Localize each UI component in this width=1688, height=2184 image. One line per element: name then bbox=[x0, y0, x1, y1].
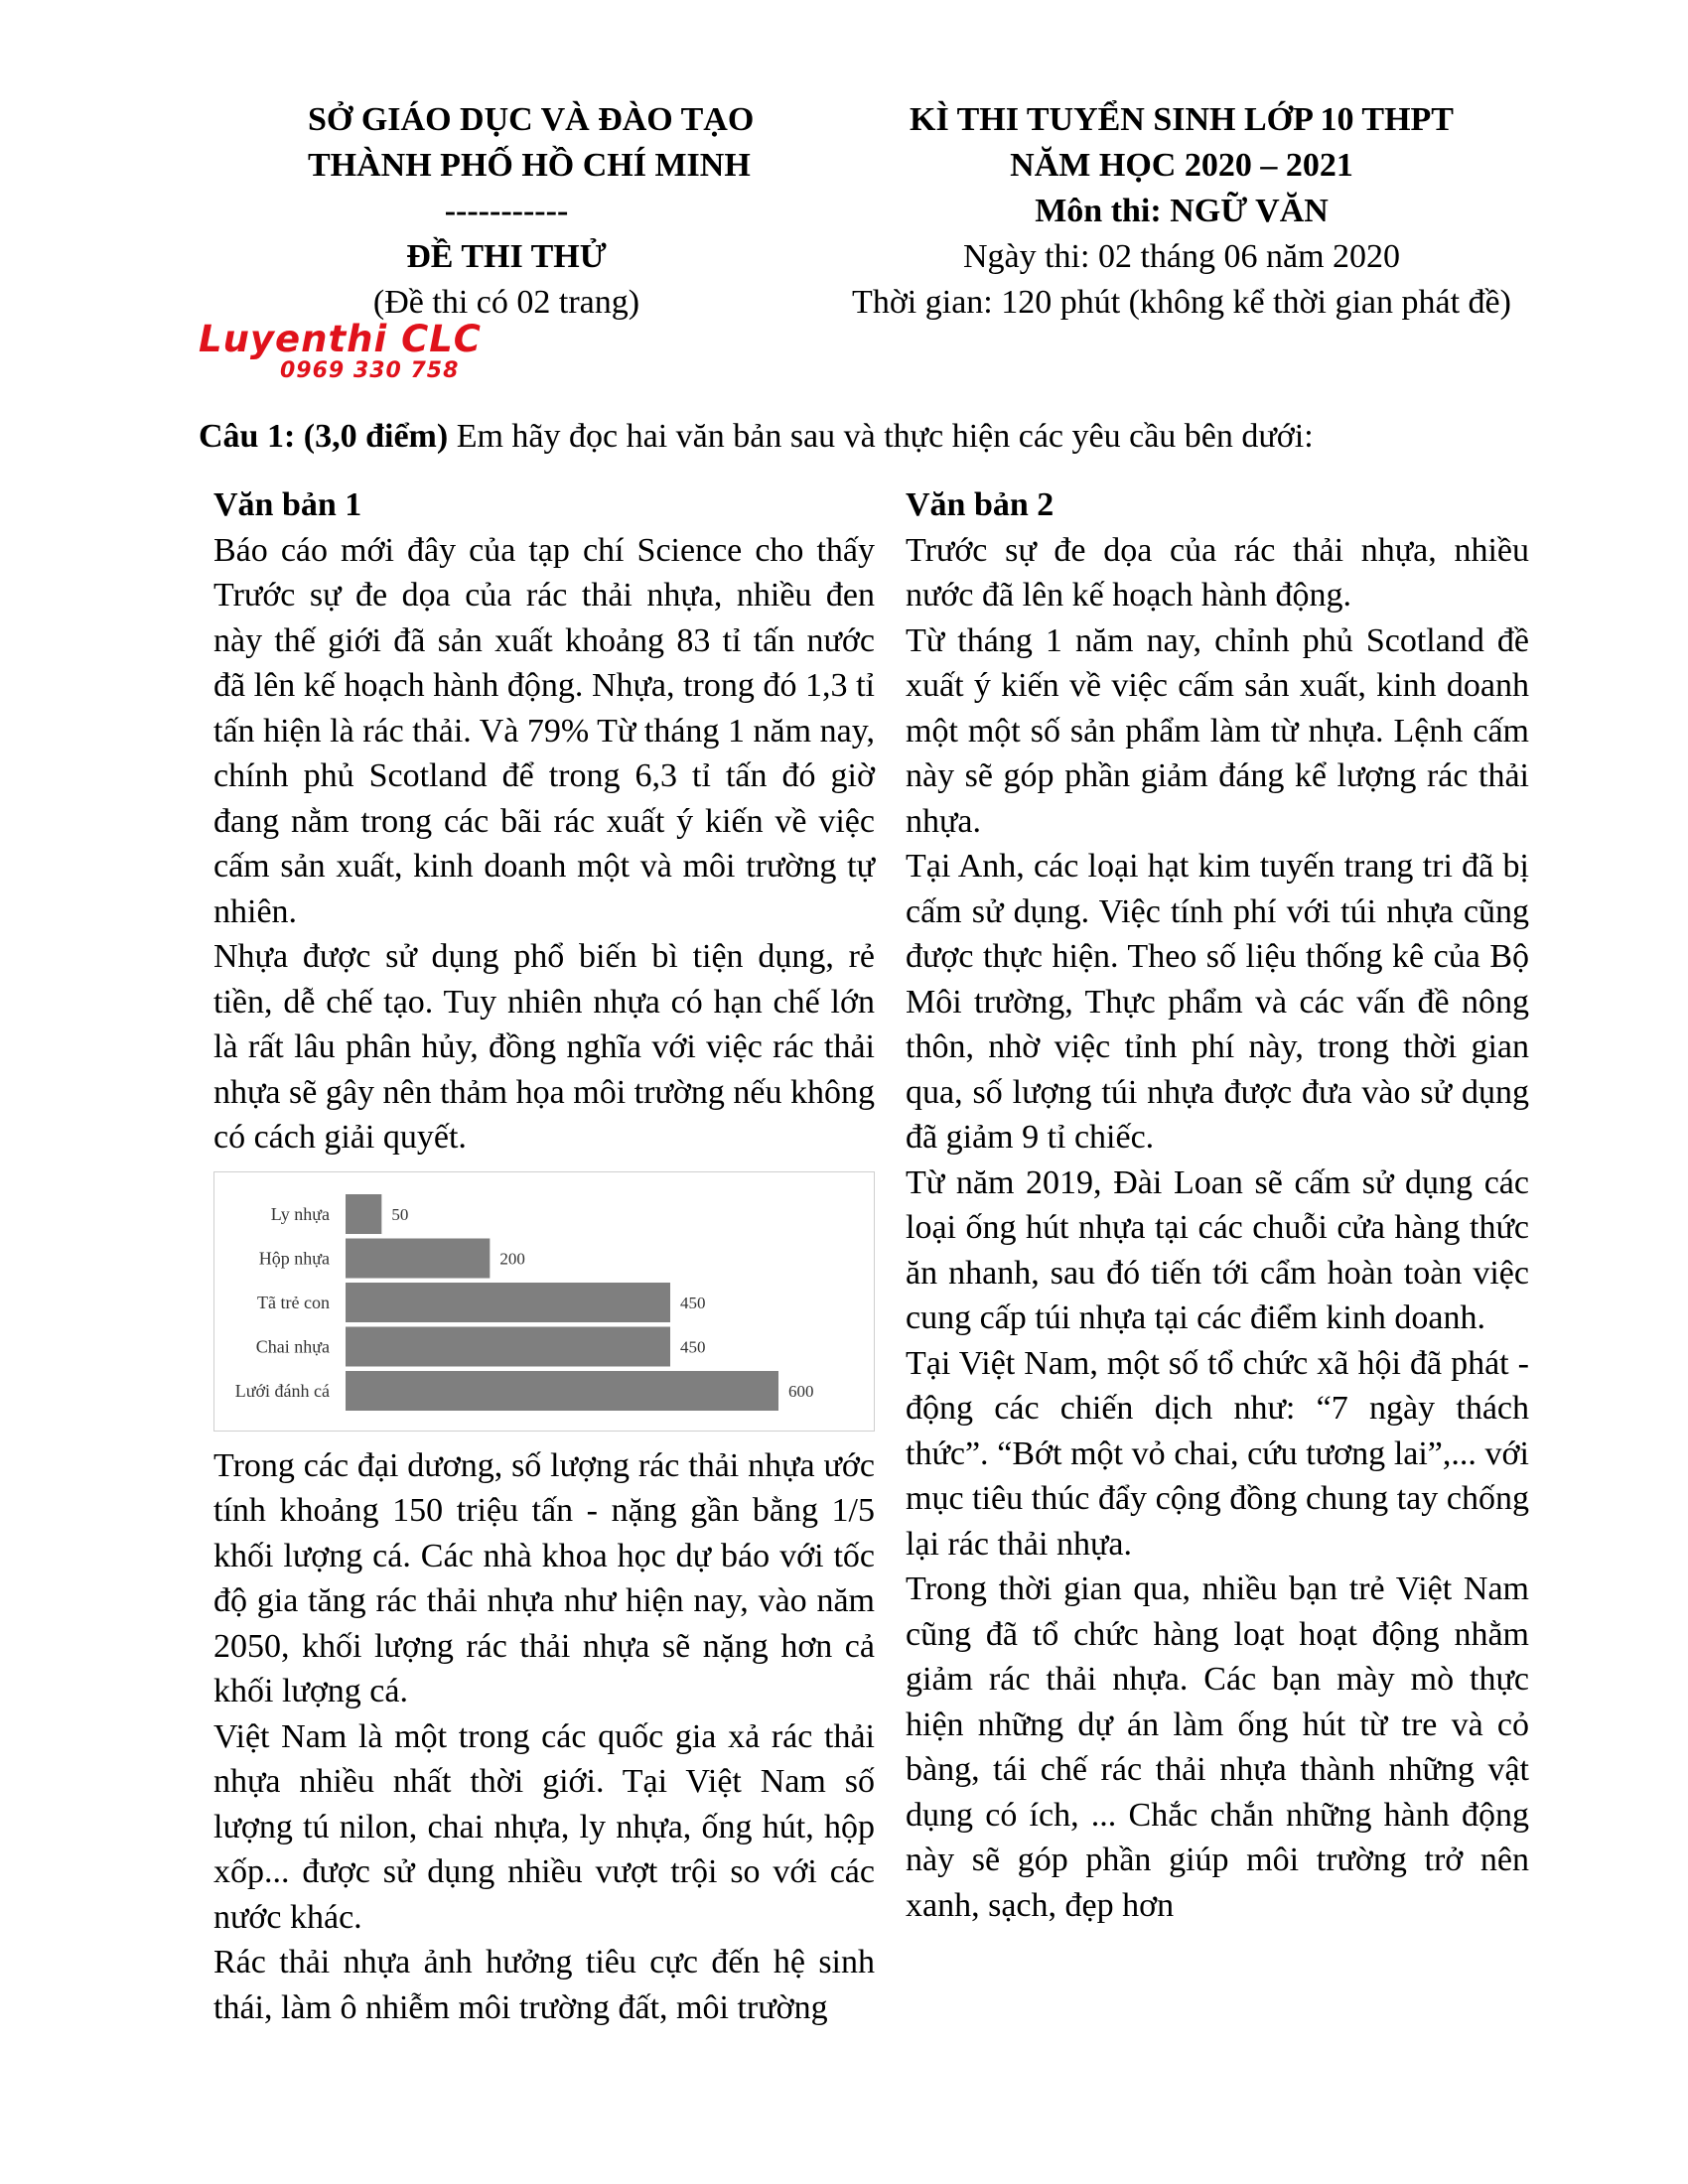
category-label: Ly nhựa bbox=[270, 1203, 330, 1224]
school-year: NĂM HỌC 2020 – 2021 bbox=[1010, 147, 1353, 184]
text-1-paragraph: Trong các đại dương, số lượng rác thải nhựa ước tính khoảng 150 triệu tấn - nặng gần bằng 1/5 khối lượng cá. Các nhà khoa học dự báo với tốc độ gia tăng rác thải nhựa như hiện nay, vào năm 2050, khối lượng rác thải nhựa sẽ nặng hơn cả khối lượng cá. bbox=[213, 1446, 875, 1709]
text-2-paragraph: Trước sự đe dọa của rác thải nhựa, nhiều nước đã lên kế hoạch hành động. bbox=[906, 531, 1529, 614]
exam-title: KÌ THI TUYỂN SINH LỚP 10 THPT bbox=[910, 101, 1454, 138]
bar-chart-svg bbox=[214, 1172, 873, 1430]
text-2-paragraph: Trong thời gian qua, nhiều bạn trẻ Việt Nam cũng đã tổ chức hàng loạt hoạt động nhằm giảm rác thải nhựa. Các bạn mày mò thực hiện những dự án làm ống hút từ tre và cỏ bàng, tái chế rác thải nhựa thành những vật dụng có ích, ... Chắc chắn những hành động này sẽ góp phần giúp môi trường trở nên xanh, sạch, đẹp hơn bbox=[906, 1570, 1529, 1924]
text-1-heading: Văn bản 1 bbox=[213, 486, 362, 523]
text-1-paragraph: Báo cáo mới đây của tạp chí Science cho thấy Trước sự đe dọa của rác thải nhựa, nhiều đen này thế giới đã sản xuất khoảng 83 tỉ tấn nước đã lên kế hoạch hành động. Nhựa, trong đó 1,3 tỉ tấn hiện là rác thải. Và 79% Từ tháng 1 năm nay, chính phủ Scotland để trong 6,3 tỉ tấn đó giờ đang nằm trong các bãi rác xuất ý kiến về việc cấm sản xuất, kinh doanh một và môi trường tự nhiên. bbox=[213, 531, 875, 930]
bar bbox=[346, 1371, 778, 1411]
bar bbox=[346, 1283, 670, 1322]
department-name: SỞ GIÁO DỤC VÀ ĐÀO TẠO bbox=[308, 101, 755, 138]
data-label: 450 bbox=[680, 1337, 706, 1356]
exam-subject bbox=[824, 189, 1539, 234]
data-label: 50 bbox=[391, 1204, 409, 1224]
data-label: 600 bbox=[788, 1381, 814, 1401]
text-1-column bbox=[213, 482, 875, 2030]
subject-name: NGỮ VĂN bbox=[1170, 193, 1329, 229]
watermark-logo bbox=[199, 320, 516, 383]
data-label: 200 bbox=[499, 1249, 525, 1268]
exam-type: ĐỀ THI THỬ bbox=[406, 238, 607, 275]
city-name: THÀNH PHỐ HỒ CHÍ MINH bbox=[308, 147, 751, 184]
category-label: Tã trẻ con bbox=[257, 1292, 330, 1312]
text-2-column bbox=[906, 482, 1529, 1928]
text-2-heading: Văn bản 2 bbox=[906, 486, 1055, 523]
question-1 bbox=[199, 415, 1314, 459]
text-1-paragraph: Rác thải nhựa ảnh hưởng tiêu cực đến hệ sinh thái, làm ô nhiễm môi trường đất, môi trường bbox=[213, 1944, 875, 2026]
text-2-paragraph: Từ năm 2019, Đài Loan sẽ cấm sử dụng các loại ống hút nhựa tại các chuỗi cửa hàng thức ăn nhanh, sau đó tiến tới cẩm hoàn toàn việc cung cấp túi nhựa tại các điểm kinh doanh. bbox=[906, 1163, 1529, 1336]
page-count-note: (Đề thi có 02 trang) bbox=[372, 284, 640, 321]
plastic-waste-chart bbox=[213, 1171, 875, 1432]
text-2-paragraph: Tại Anh, các loại hạt kim tuyến trang tri đã bị cấm sử dụng. Việc tính phí với túi nhựa cũng được thực hiện. Theo số liệu thống kê của Bộ Môi trường, Thực phẩm và các vấn đề nông thôn, nhờ việc tỉnh phí này, trong thời gian qua, số lượng túi nhựa được đưa vào sử dụng đã giảm 9 tỉ chiếc. bbox=[906, 848, 1529, 1156]
question-label: Câu 1: (3,0 điểm) bbox=[199, 418, 449, 455]
bar bbox=[346, 1238, 490, 1278]
category-label: Lưới đánh cá bbox=[234, 1380, 330, 1401]
watermark-phone: 0969 330 758 bbox=[280, 358, 460, 383]
text-2-paragraph: Từ tháng 1 năm nay, chỉnh phủ Scotland đề xuất ý kiến về việc cấm sản xuất, kinh doanh một một số sản phẩm làm từ nhựa. Lệnh cấm này sẽ góp phần giảm đáng kể lượng rác thải nhựa. bbox=[906, 621, 1529, 840]
category-label: Hộp nhựa bbox=[258, 1248, 330, 1268]
exam-duration: Thời gian: 120 phút (không kể thời gian phát đề) bbox=[852, 284, 1511, 321]
watermark-name: Luyenthi CLC bbox=[199, 318, 482, 360]
text-1-paragraph: Việt Nam là một trong các quốc gia xả rác thải nhựa nhiều nhất thời giới. Tại Việt Nam số lượng tú nilon, chai nhựa, ly nhựa, ống hút, hộp xốp... được sử dụng nhiều vượt trội so với các nước khác. bbox=[213, 1717, 875, 1936]
text-1-paragraph: Nhựa được sử dụng phổ biến bì tiện dụng, rẻ tiền, dễ chế tạo. Tuy nhiên nhựa có hạn chế lớn là rất lâu phân hủy, đồng nghĩa với việc rác thải nhựa sẽ gây nên thảm họa môi trường nếu không có cách giải quyết. bbox=[213, 938, 875, 1156]
header-divider: ----------- bbox=[444, 193, 569, 229]
header-right bbox=[824, 97, 1539, 326]
subject-label: Môn thi: bbox=[1035, 193, 1171, 229]
bar bbox=[346, 1194, 381, 1234]
header-left bbox=[308, 97, 755, 326]
data-label: 450 bbox=[680, 1293, 706, 1312]
text-2-paragraph: Tại Việt Nam, một số tổ chức xã hội đã phát - động các chiến dịch như: “7 ngày thách thức”. “Bớt một vỏ chai, cứu tương lai”,... với mục tiêu thúc đẩy cộng đồng chung tay chống lại rác thải nhựa. bbox=[906, 1344, 1529, 1563]
question-text: Em hãy đọc hai văn bản sau và thực hiện các yêu cầu bên dưới: bbox=[448, 418, 1314, 455]
exam-date: Ngày thi: 02 tháng 06 năm 2020 bbox=[962, 238, 1401, 275]
category-label: Chai nhựa bbox=[255, 1336, 330, 1356]
bar bbox=[346, 1326, 670, 1366]
